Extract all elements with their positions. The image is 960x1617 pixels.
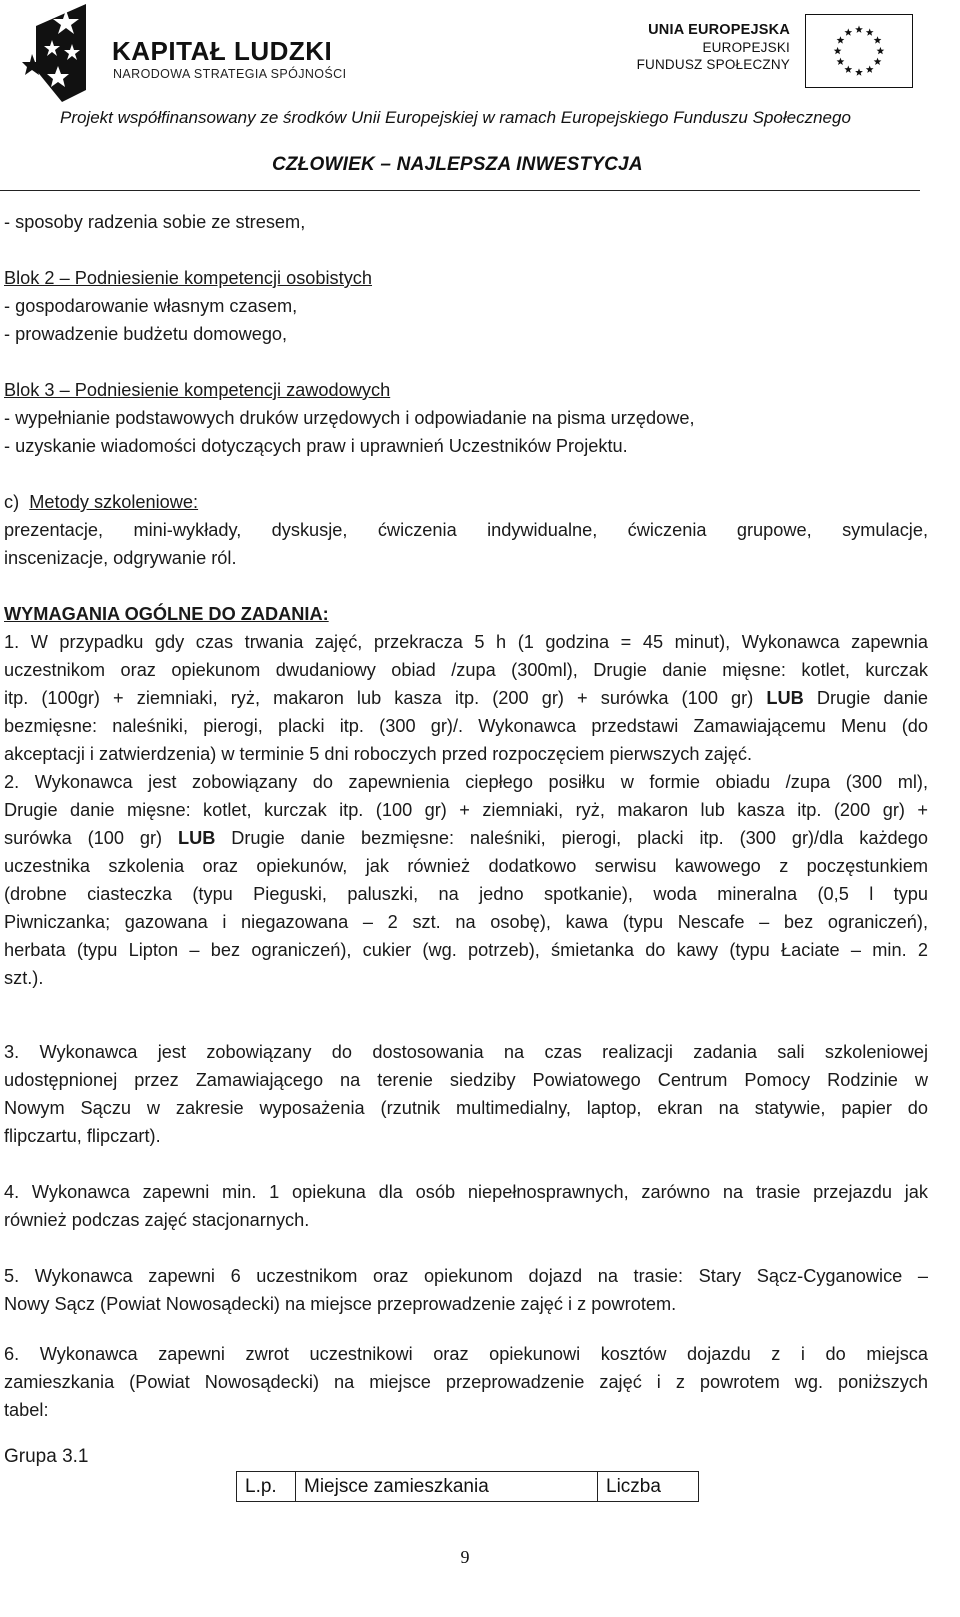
table-header-cell: Miejsce zamieszkania [296,1472,598,1502]
paragraph-line [4,684,928,712]
table-header-cell: Liczba [598,1472,699,1502]
bold-lub: LUB [766,688,804,708]
requirement-4 [4,1178,928,1234]
body-line [4,432,928,460]
eu-flag-icon [805,14,913,88]
methods-paragraph [4,516,928,572]
paragraph-line: 1. W przypadku gdy czas trwania zajęć, przekracza 5 h (1 godzina = 45 minut), Wykonawca zapewnia [4,632,928,652]
eu-star-icon [837,58,845,65]
kapital-ludzki-title: KAPITAŁ LUDZKI [112,36,333,66]
paragraph-line: Drugie danie mięsne: kotlet, kurczak itp. (100 gr) + ziemniaki, ryż, makaron lub kasza itp. (200 gr) + [4,800,928,820]
section-title: Blok 3 – Podniesienie kompetencji zawodowych [4,380,391,400]
blok3-heading [4,376,928,404]
paragraph-line: uczestnikom oraz opiekunom dwudaniowy obiad /zupa (300ml), Drugie danie mięsne: kotlet, kurczak [4,660,928,680]
table-header-row [237,1472,699,1502]
travel-cost-table [236,1471,699,1502]
list-item: - sposoby radzenia sobie ze stresem, [4,212,306,232]
blok2-heading [4,264,928,292]
eu-star-icon [866,28,874,35]
list-item: - gospodarowanie własnym czasem, [4,296,298,316]
paragraph-line: tabel: [4,1400,49,1420]
paragraph-line: 3. Wykonawca jest zobowiązany do dostosowania na czas realizacji zadania sali szkoleniowej [4,1042,928,1062]
section-heading: WYMAGANIA OGÓLNE DO ZADANIA: [4,604,329,624]
body-line [4,292,928,320]
paragraph-line: bezmięsne: naleśniki, pierogi, placki itp. (300 gr)/. Wykonawca przedstawi Zamawiającemu Menu (do [4,716,928,736]
paragraph-line: 6. Wykonawca zapewni zwrot uczestnikowi oraz opiekunowi kosztów dojazdu z i do miejsca [4,1344,928,1364]
bold-lub: LUB [177,828,216,848]
header-motto: CZŁOWIEK – NAJLEPSZA INWESTYCJA [272,154,643,175]
requirement-1 [4,628,928,768]
group-label [4,1443,928,1471]
eu-star-icon [844,65,852,72]
requirement-5 [4,1262,928,1318]
paragraph-line: 5. Wykonawca zapewni 6 uczestnikom oraz opiekunom dojazd na trasie: Stary Sącz-Cyganowice – [4,1266,928,1286]
text-run: surówka (100 gr) [4,828,163,848]
paragraph-line: inscenizacje, odgrywanie ról. [4,548,237,568]
paragraph-line: akceptacji i zatwierdzenia) w terminie 5 dni roboczych przed rozpoczęciem pierwszych zajęć. [4,744,753,764]
kapital-ludzki-logo [22,4,112,102]
paragraph-line: 4. Wykonawca zapewni min. 1 opiekuna dla osób niepełnosprawnych, zarówno na trasie przejazdu jak [4,1182,928,1202]
eu-label-line3: FUNDUSZ SPOŁECZNY [636,57,790,72]
paragraph-line: 2. Wykonawca jest zobowiązany do zapewnienia ciepłego posiłku w formie obiadu /zupa (300 ml), [4,772,928,792]
paragraph-line: prezentacje, mini-wykłady, dyskusje, ćwiczenia indywidualne, ćwiczenia grupowe, symulacje, [4,520,928,540]
header-divider [0,190,920,191]
list-item: - wypełnianie podstawowych druków urzędowych i odpowiadanie na pisma urzędowe, [4,408,695,428]
table-header-cell: L.p. [237,1472,296,1502]
requirement-6 [4,1340,928,1424]
eu-star-icon [837,36,845,43]
eu-star-icon [844,28,852,35]
eu-star-icon [855,26,863,33]
list-item: - prowadzenie budżetu domowego, [4,324,288,344]
requirement-3 [4,1038,928,1150]
kapital-ludzki-subtitle: NARODOWA STRATEGIA SPÓJNOŚCI [113,67,347,81]
page-header [0,0,960,195]
paragraph-line: Piwniczanka; gazowana i niegazowana – 2 szt. na osobę), kawa (typu Nescafe – bez ograniczeń), [4,912,928,932]
eu-label [610,22,790,73]
project-funding-line: Projekt współfinansowany ze środków Unii Europejskiej w ramach Europejskiego Funduszu Społecznego [60,108,851,127]
eu-label-line1: UNIA EUROPEJSKA [648,22,790,38]
paragraph-line: (drobne ciasteczka (typu Pieguski, paluszki, na jedno spotkanie), woda mineralna (0,5 l typu [4,884,928,904]
paragraph-line: szt.). [4,968,44,988]
group-title: Grupa 3.1 [4,1446,89,1467]
paragraph-line: zamieszkania (Powiat Nowosądecki) na miejsce przeprowadzenie zajęć i z powrotem wg. poniższych [4,1372,928,1392]
eu-star-icon [866,65,874,72]
text-run: Drugie danie [816,688,928,708]
body-line [4,404,928,432]
paragraph-line: uczestnika szkolenia oraz opiekunów, jak również dodatkowo serwisu kawowego z poczęstunkiem [4,856,928,876]
eu-star-icon [877,47,885,54]
requirements-heading [4,600,928,628]
section-title: Blok 2 – Podniesienie kompetencji osobistych [4,268,373,288]
methods-heading [4,488,928,516]
paragraph-line: Nowym Sączu w zakresie wyposażenia (rzutnik multimedialny, laptop, ekran na statywie, papier do [4,1098,928,1118]
body-line [4,208,928,236]
paragraph-line: udostępnionej przez Zamawiającego na terenie siedziby Powiatowego Centrum Pomocy Rodzinie w [4,1070,928,1090]
text-run: itp. (100gr) + ziemniaki, ryż, makaron lub kasza itp. (200 gr) + surówka (100 gr) [4,688,754,708]
eu-star-icon [855,68,863,75]
page-number: 9 [460,1547,470,1567]
eu-star-icon [874,36,882,43]
text-run: Drugie danie bezmięsne: naleśniki, pierogi, placki itp. (300 gr)/dla każdego [231,828,929,848]
methods-prefix: c) [4,492,20,512]
list-item: - uzyskanie wiadomości dotyczących praw i uprawnień Uczestników Projektu. [4,436,628,456]
paragraph-line: również podczas zajęć stacjonarnych. [4,1210,310,1230]
eu-label-line2: EUROPEJSKI [702,40,790,55]
paragraph-line: flipczartu, flipczart). [4,1126,161,1146]
eu-star-icon [874,58,882,65]
body-line [4,320,928,348]
paragraph-line: Nowy Sącz (Powiat Nowosądecki) na miejsce przeprowadzenie zajęć i z powrotem. [4,1294,677,1314]
requirement-2 [4,768,928,992]
methods-title: Metody szkoleniowe: [29,492,199,512]
eu-star-icon [834,47,842,54]
paragraph-line [4,824,928,852]
paragraph-line: herbata (typu Lipton – bez ograniczeń), cukier (wg. potrzeb), śmietanka do kawy (typu Łaciate – min. 2 [4,940,928,960]
